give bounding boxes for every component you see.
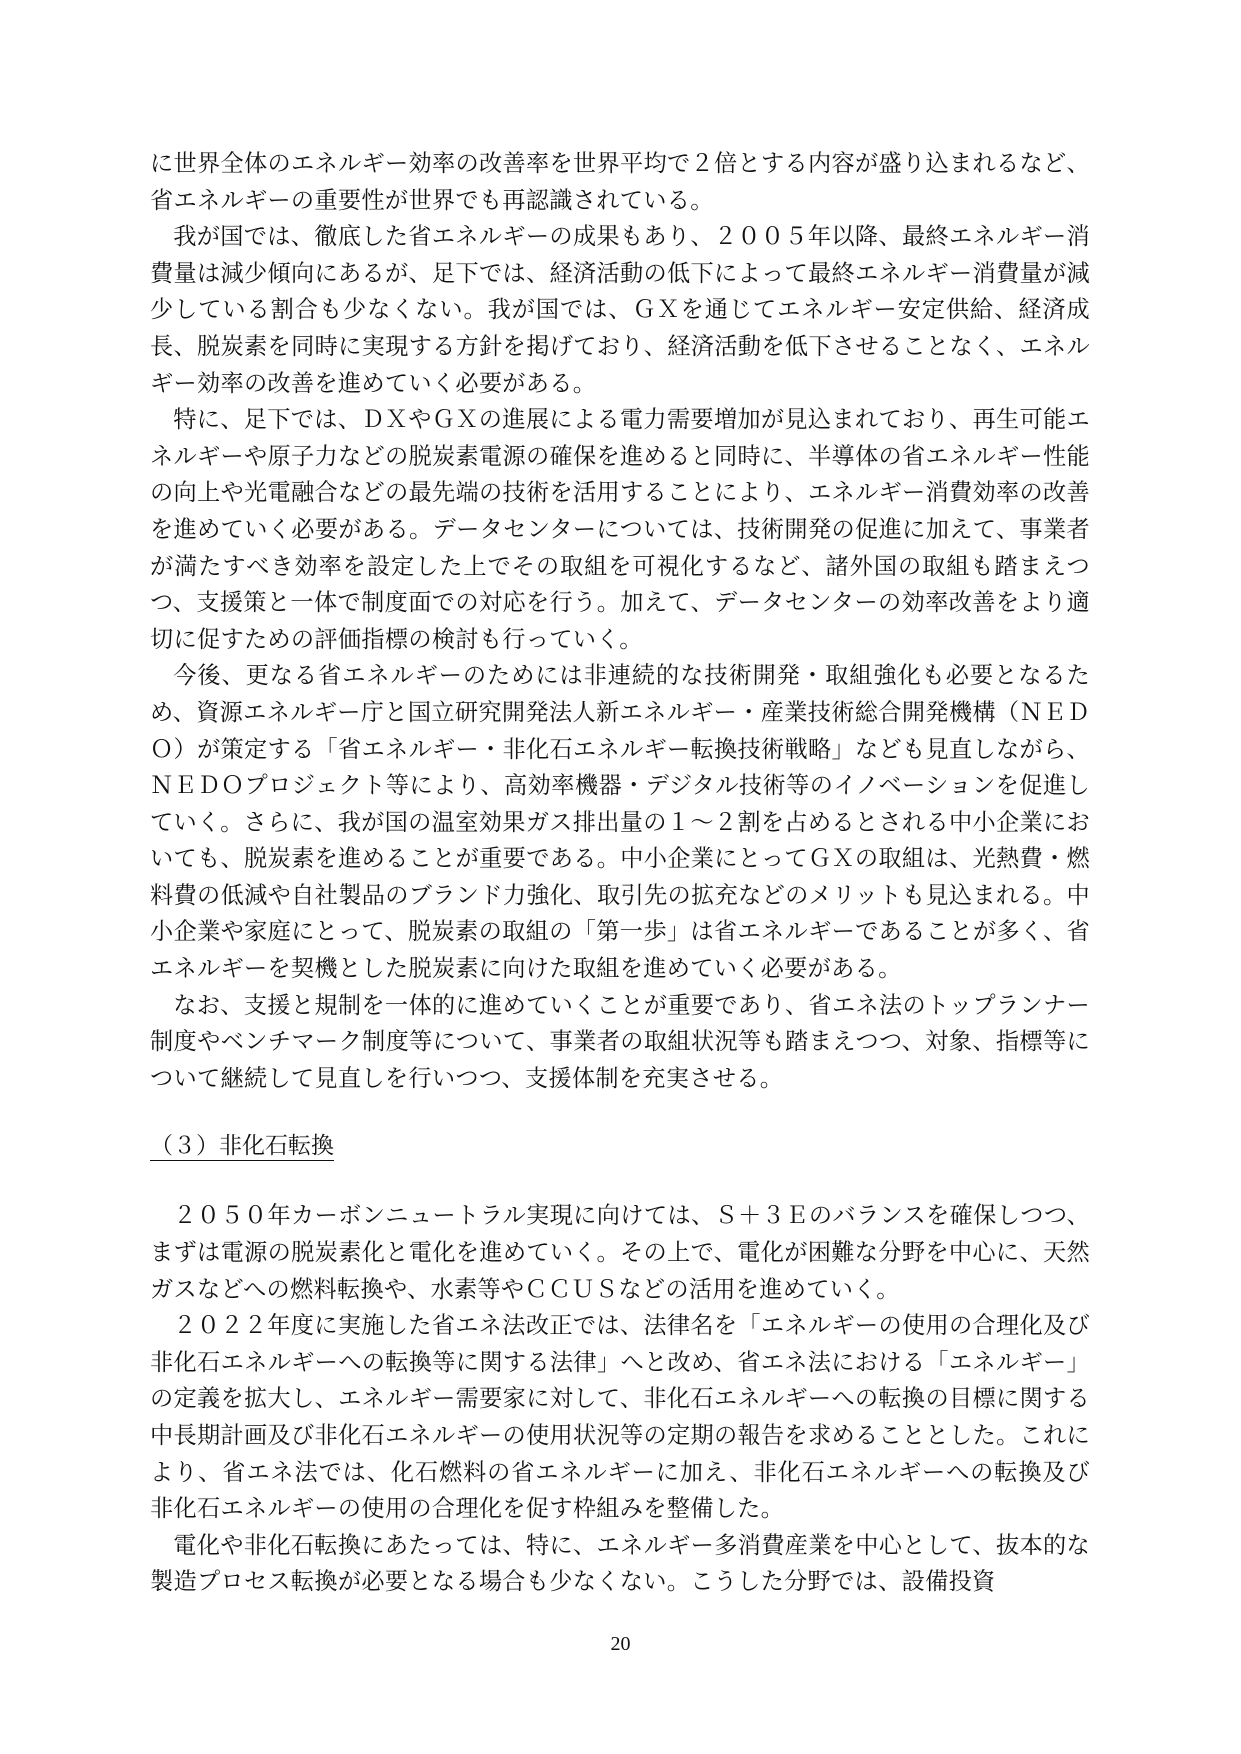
paragraph: 電化や非化石転換にあたっては、特に、エネルギー多消費産業を中心として、抜本的な製造プロセス転換が必要となる場合も少なくない。こうした分野では、設備投資 (150, 1531, 1090, 1596)
section-heading (150, 1129, 1090, 1163)
page-number: 20 (610, 1633, 631, 1655)
paragraph: ２０５０年カーボンニュートラル実現に向けては、Ｓ＋３Ｅのバランスを確保しつつ、まずは電源の脱炭素化と電化を進めていく。その上で、電化が困難な分野を中心に、天然ガスなどへの燃料転換や、水素等やＣＣＵＳなどの活用を進めていく。 (150, 1202, 1090, 1303)
paragraph: 今後、更なる省エネルギーのためには非連続的な技術開発・取組強化も必要となるため、資源エネルギー庁と国立研究開発法人新エネルギー・産業技術総合開発機構（ＮＥＤＯ）が策定する「省エネルギー・非化石エネルギー転換技術戦略」なども見直しながら、ＮＥＤＯプロジェクト等により、高効率機器・デジタル技術等のイノベーションを促進していく。さらに、我が国の温室効果ガス排出量の１～２割を占めるとされる中小企業においても、脱炭素を進めることが重要である。中小企業にとってＧＸの取組は、光熱費・燃料費の低減や自社製品のブランド力強化、取引先の拡充などのメリットも見込まれる。中小企業や家庭にとって、脱炭素の取組の「第一歩」は省エネルギーであることが多く、省エネルギーを契機とした脱炭素に向けた取組を進めていく必要がある。 (150, 662, 1090, 983)
section-heading-text: （３）非化石転換 (150, 1133, 334, 1160)
paragraph: なお、支援と規制を一体的に進めていくことが重要であり、省エネ法のトップランナー制度やベンチマーク制度等について、事業者の取組状況等も踏まえつつ、対象、指標等について継続して見直しを行いつつ、支援体制を充実させる。 (150, 991, 1090, 1092)
paragraph: 我が国では、徹底した省エネルギーの成果もあり、２００５年以降、最終エネルギー消費量は減少傾向にあるが、足下では、経済活動の低下によって最終エネルギー消費量が減少している割合も少なくない。我が国では、ＧＸを通じてエネルギー安定供給、経済成長、脱炭素を同時に実現する方針を掲げており、経済活動を低下させることなく、エネルギー効率の改善を進めていく必要がある。 (150, 223, 1090, 397)
paragraph: 特に、足下では、ＤＸやＧＸの進展による電力需要増加が見込まれており、再生可能エネルギーや原子力などの脱炭素電源の確保を進めると同時に、半導体の省エネルギー性能の向上や光電融合などの最先端の技術を活用することにより、エネルギー消費効率の改善を進めていく必要がある。データセンターについては、技術開発の促進に加えて、事業者が満たすべき効率を設定した上でその取組を可視化するなど、諸外国の取組も踏まえつつ、支援策と一体で制度面での対応を行う。加えて、データセンターの効率改善をより適切に促すための評価指標の検討も行っていく。 (150, 406, 1090, 653)
page-body (150, 146, 1090, 1601)
paragraph: ２０２２年度に実施した省エネ法改正では、法律名を「エネルギーの使用の合理化及び非化石エネルギーへの転換等に関する法律」へと改め、省エネ法における「エネルギー」の定義を拡大し、エネルギー需要家に対して、非化石エネルギーへの転換の目標に関する中長期計画及び非化石エネルギーの使用状況等の定期の報告を求めることとした。これにより、省エネ法では、化石燃料の省エネルギーに加え、非化石エネルギーへの転換及び非化石エネルギーの使用の合理化を促す枠組みを整備した。 (150, 1312, 1090, 1523)
paragraph: に世界全体のエネルギー効率の改善率を世界平均で２倍とする内容が盛り込まれるなど、省エネルギーの重要性が世界でも再認識されている。 (150, 150, 1090, 214)
